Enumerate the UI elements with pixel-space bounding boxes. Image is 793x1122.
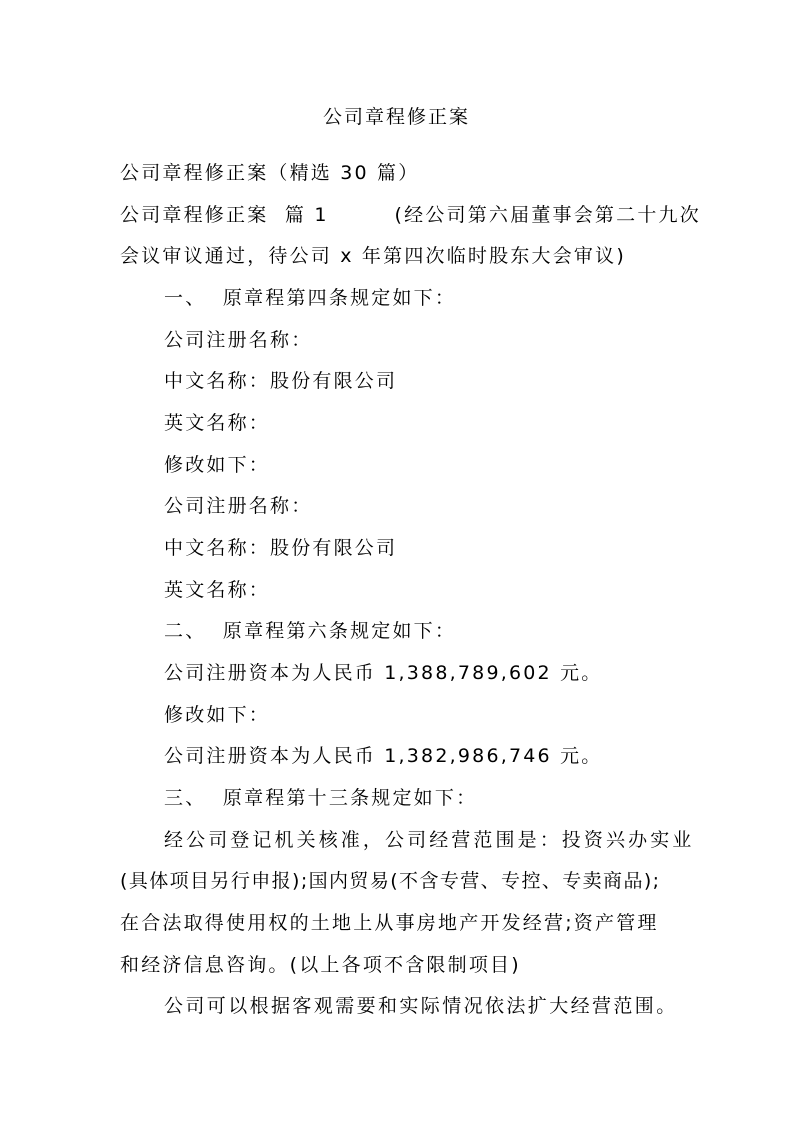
paragraph-line: 英文名称： bbox=[164, 412, 271, 434]
paragraph-line: 公司章程修正案 篇 1 (经公司第六届董事会第二十九次 bbox=[120, 204, 701, 226]
paragraph-line: 公司注册资本为人民币 1,382,986,746 元。 bbox=[164, 745, 603, 767]
document-subtitle: 公司章程修正案（精选 30 篇） bbox=[120, 162, 420, 184]
paragraph-line: 和经济信息咨询。(以上各项不含限制项目) bbox=[120, 954, 521, 976]
paragraph-line: 中文名称：股份有限公司 bbox=[164, 537, 398, 559]
paragraph-line: 公司注册资本为人民币 1,388,789,602 元。 bbox=[164, 662, 603, 684]
page-title: 公司章程修正案 bbox=[322, 106, 470, 128]
paragraph-line: 公司可以根据客观需要和实际情况依法扩大经营范围。 bbox=[164, 995, 678, 1017]
paragraph-line: 在合法取得使用权的土地上从事房地产开发经营;资产管理 bbox=[120, 912, 659, 934]
paragraph-line: 公司注册名称： bbox=[164, 329, 313, 351]
paragraph-line: 修改如下： bbox=[164, 454, 271, 476]
section-heading: 一、 原章程第四条规定如下： bbox=[164, 287, 457, 309]
section-heading: 二、 原章程第六条规定如下： bbox=[164, 620, 457, 642]
section-heading: 三、 原章程第十三条规定如下： bbox=[164, 787, 478, 809]
paragraph-line: (具体项目另行申报);国内贸易(不含专营、专控、专卖商品); bbox=[120, 870, 661, 892]
paragraph-line: 会议审议通过，待公司 x 年第四次临时股东大会审议) bbox=[120, 245, 626, 267]
paragraph-line: 公司注册名称： bbox=[164, 495, 313, 517]
paragraph-line: 英文名称： bbox=[164, 579, 271, 601]
paragraph-line: 中文名称：股份有限公司 bbox=[164, 370, 398, 392]
paragraph-line: 修改如下： bbox=[164, 704, 271, 726]
paragraph-line: 经公司登记机关核准，公司经营范围是：投资兴办实业 bbox=[164, 829, 695, 851]
